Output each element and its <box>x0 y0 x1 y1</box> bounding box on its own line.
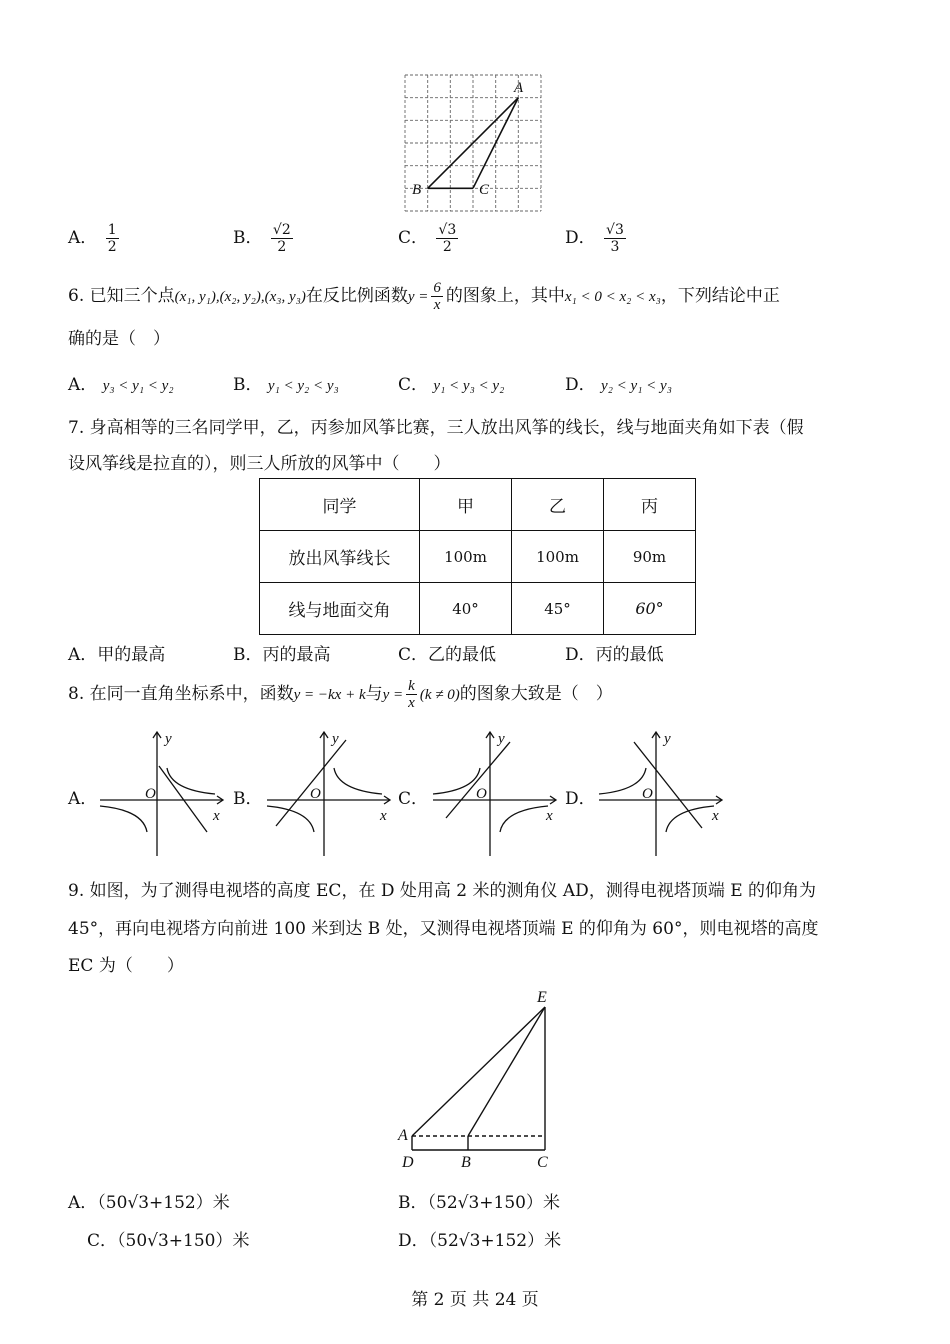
q7-stem-line1: 7. 身高相等的三名同学甲，乙，丙参加风筝比赛，三人放出风筝的线长，线与地面夹角如下表（假 <box>68 418 804 438</box>
axis-x-label: x <box>546 808 553 824</box>
q5-grid-figure <box>400 70 550 215</box>
q5-option-d[interactable]: D． $\frac{√3}{3}$ <box>565 222 624 255</box>
q9-option-a[interactable]: A．（50√3+152）米 <box>68 1193 230 1213</box>
axis-y-label: y <box>165 731 172 747</box>
q6-stem-line2: 确的是（ ） <box>68 329 170 349</box>
axis-y-label: y <box>332 731 339 747</box>
label-a: A <box>398 1127 408 1144</box>
fraction: $\frac{√3}{3}$ <box>606 222 624 255</box>
q8-graph-c[interactable] <box>428 728 563 860</box>
fraction: $\frac{6}{x}$ <box>433 280 441 313</box>
q5-option-a[interactable]: A． $\frac{1}{2}$ <box>68 222 117 255</box>
q8-graph-a[interactable] <box>95 728 230 860</box>
q5-option-c[interactable]: C． $\frac{√3}{2}$ <box>398 222 457 255</box>
q5-option-b[interactable]: B． $\frac{√2}{2}$ <box>233 222 291 255</box>
q8-stem: 8. 在同一直角坐标系中，函数y = −kx + k与y = $\frac{k}{x}$ (k ≠ 0)的图象大致是（ ） <box>68 678 613 711</box>
q6-stem-line1: 6. 已知三个点(x₁, y₁),(x₂, y₂),(x₃, y₃)在反比例函数y = $\frac{6}{x}$ 的图象上，其中x₁ < 0 < x₂ < x₃，下列结论中正 <box>68 280 780 313</box>
q8-option-d-label[interactable]: D． <box>565 789 596 809</box>
q9-stem-line3: EC 为（ ） <box>68 956 184 976</box>
fraction: $\frac{1}{2}$ <box>107 222 117 255</box>
q7-option-d[interactable]: D．丙的最低 <box>565 645 664 665</box>
q7-option-a[interactable]: A．甲的最高 <box>68 645 166 665</box>
table-row: 线与地面交角 40° 45° 60° <box>260 583 696 635</box>
q6-option-a[interactable]: A． y₃ < y₁ < y₂ <box>68 375 174 395</box>
axis-x-label: x <box>213 808 220 824</box>
q9-option-c[interactable]: C．（50√3+150）米 <box>87 1231 250 1251</box>
q6-option-d[interactable]: D． y₂ < y₁ < y₃ <box>565 375 672 395</box>
label-b: B <box>412 182 422 198</box>
axis-x-label: x <box>712 808 719 824</box>
axis-y-label: y <box>664 731 671 747</box>
origin-label: O <box>310 786 321 802</box>
q9-stem-line1: 9. 如图，为了测得电视塔的高度 EC，在 D 处用高 2 米的测角仪 AD，测得电视塔顶端 E 的仰角为 <box>68 881 817 901</box>
fraction: $\frac{√3}{2}$ <box>438 222 457 255</box>
origin-label: O <box>476 786 487 802</box>
q7-option-c[interactable]: C．乙的最低 <box>398 645 497 665</box>
label-a: A <box>514 80 524 96</box>
q8-graph-b[interactable] <box>262 728 397 860</box>
q9-stem-line2: 45°，再向电视塔方向前进 100 米到达 B 处，又测得电视塔顶端 E 的仰角为 60°，则电视塔的高度 <box>68 919 819 939</box>
label-c: C <box>479 182 490 198</box>
q7-stem-line2: 设风筝线是拉直的），则三人所放的风筝中（ ） <box>68 454 451 474</box>
fraction: $\frac{k}{x}$ <box>408 678 415 711</box>
table-header-row: 同学 甲 乙 丙 <box>260 479 696 531</box>
q8-option-c-label[interactable]: C． <box>398 789 429 809</box>
q9-option-b[interactable]: B．（52√3+150）米 <box>398 1193 560 1213</box>
q8-option-b-label[interactable]: B． <box>233 789 263 809</box>
origin-label: O <box>642 786 653 802</box>
axis-x-label: x <box>380 808 387 824</box>
label-d: D <box>402 1154 414 1170</box>
q8-graph-d[interactable] <box>594 728 729 860</box>
q6-option-c[interactable]: C． y₁ < y₃ < y₂ <box>398 375 505 395</box>
q9-tower-figure <box>390 985 565 1170</box>
kite-table <box>259 478 696 635</box>
label-e: E <box>537 989 547 1006</box>
table-row: 放出风筝线长 100m 100m 90m <box>260 531 696 583</box>
page-footer: 第 2 页 共 24 页 <box>411 1290 539 1310</box>
origin-label: O <box>145 786 156 802</box>
q9-option-d[interactable]: D．（52√3+152）米 <box>398 1231 562 1251</box>
label-b: B <box>461 1154 471 1170</box>
q7-option-b[interactable]: B．丙的最高 <box>233 645 331 665</box>
fraction: $\frac{√2}{2}$ <box>272 222 291 255</box>
q6-option-b[interactable]: B． y₁ < y₂ < y₃ <box>233 375 339 395</box>
axis-y-label: y <box>498 731 505 747</box>
q8-option-a-label[interactable]: A． <box>68 789 98 809</box>
label-c: C <box>537 1154 548 1170</box>
